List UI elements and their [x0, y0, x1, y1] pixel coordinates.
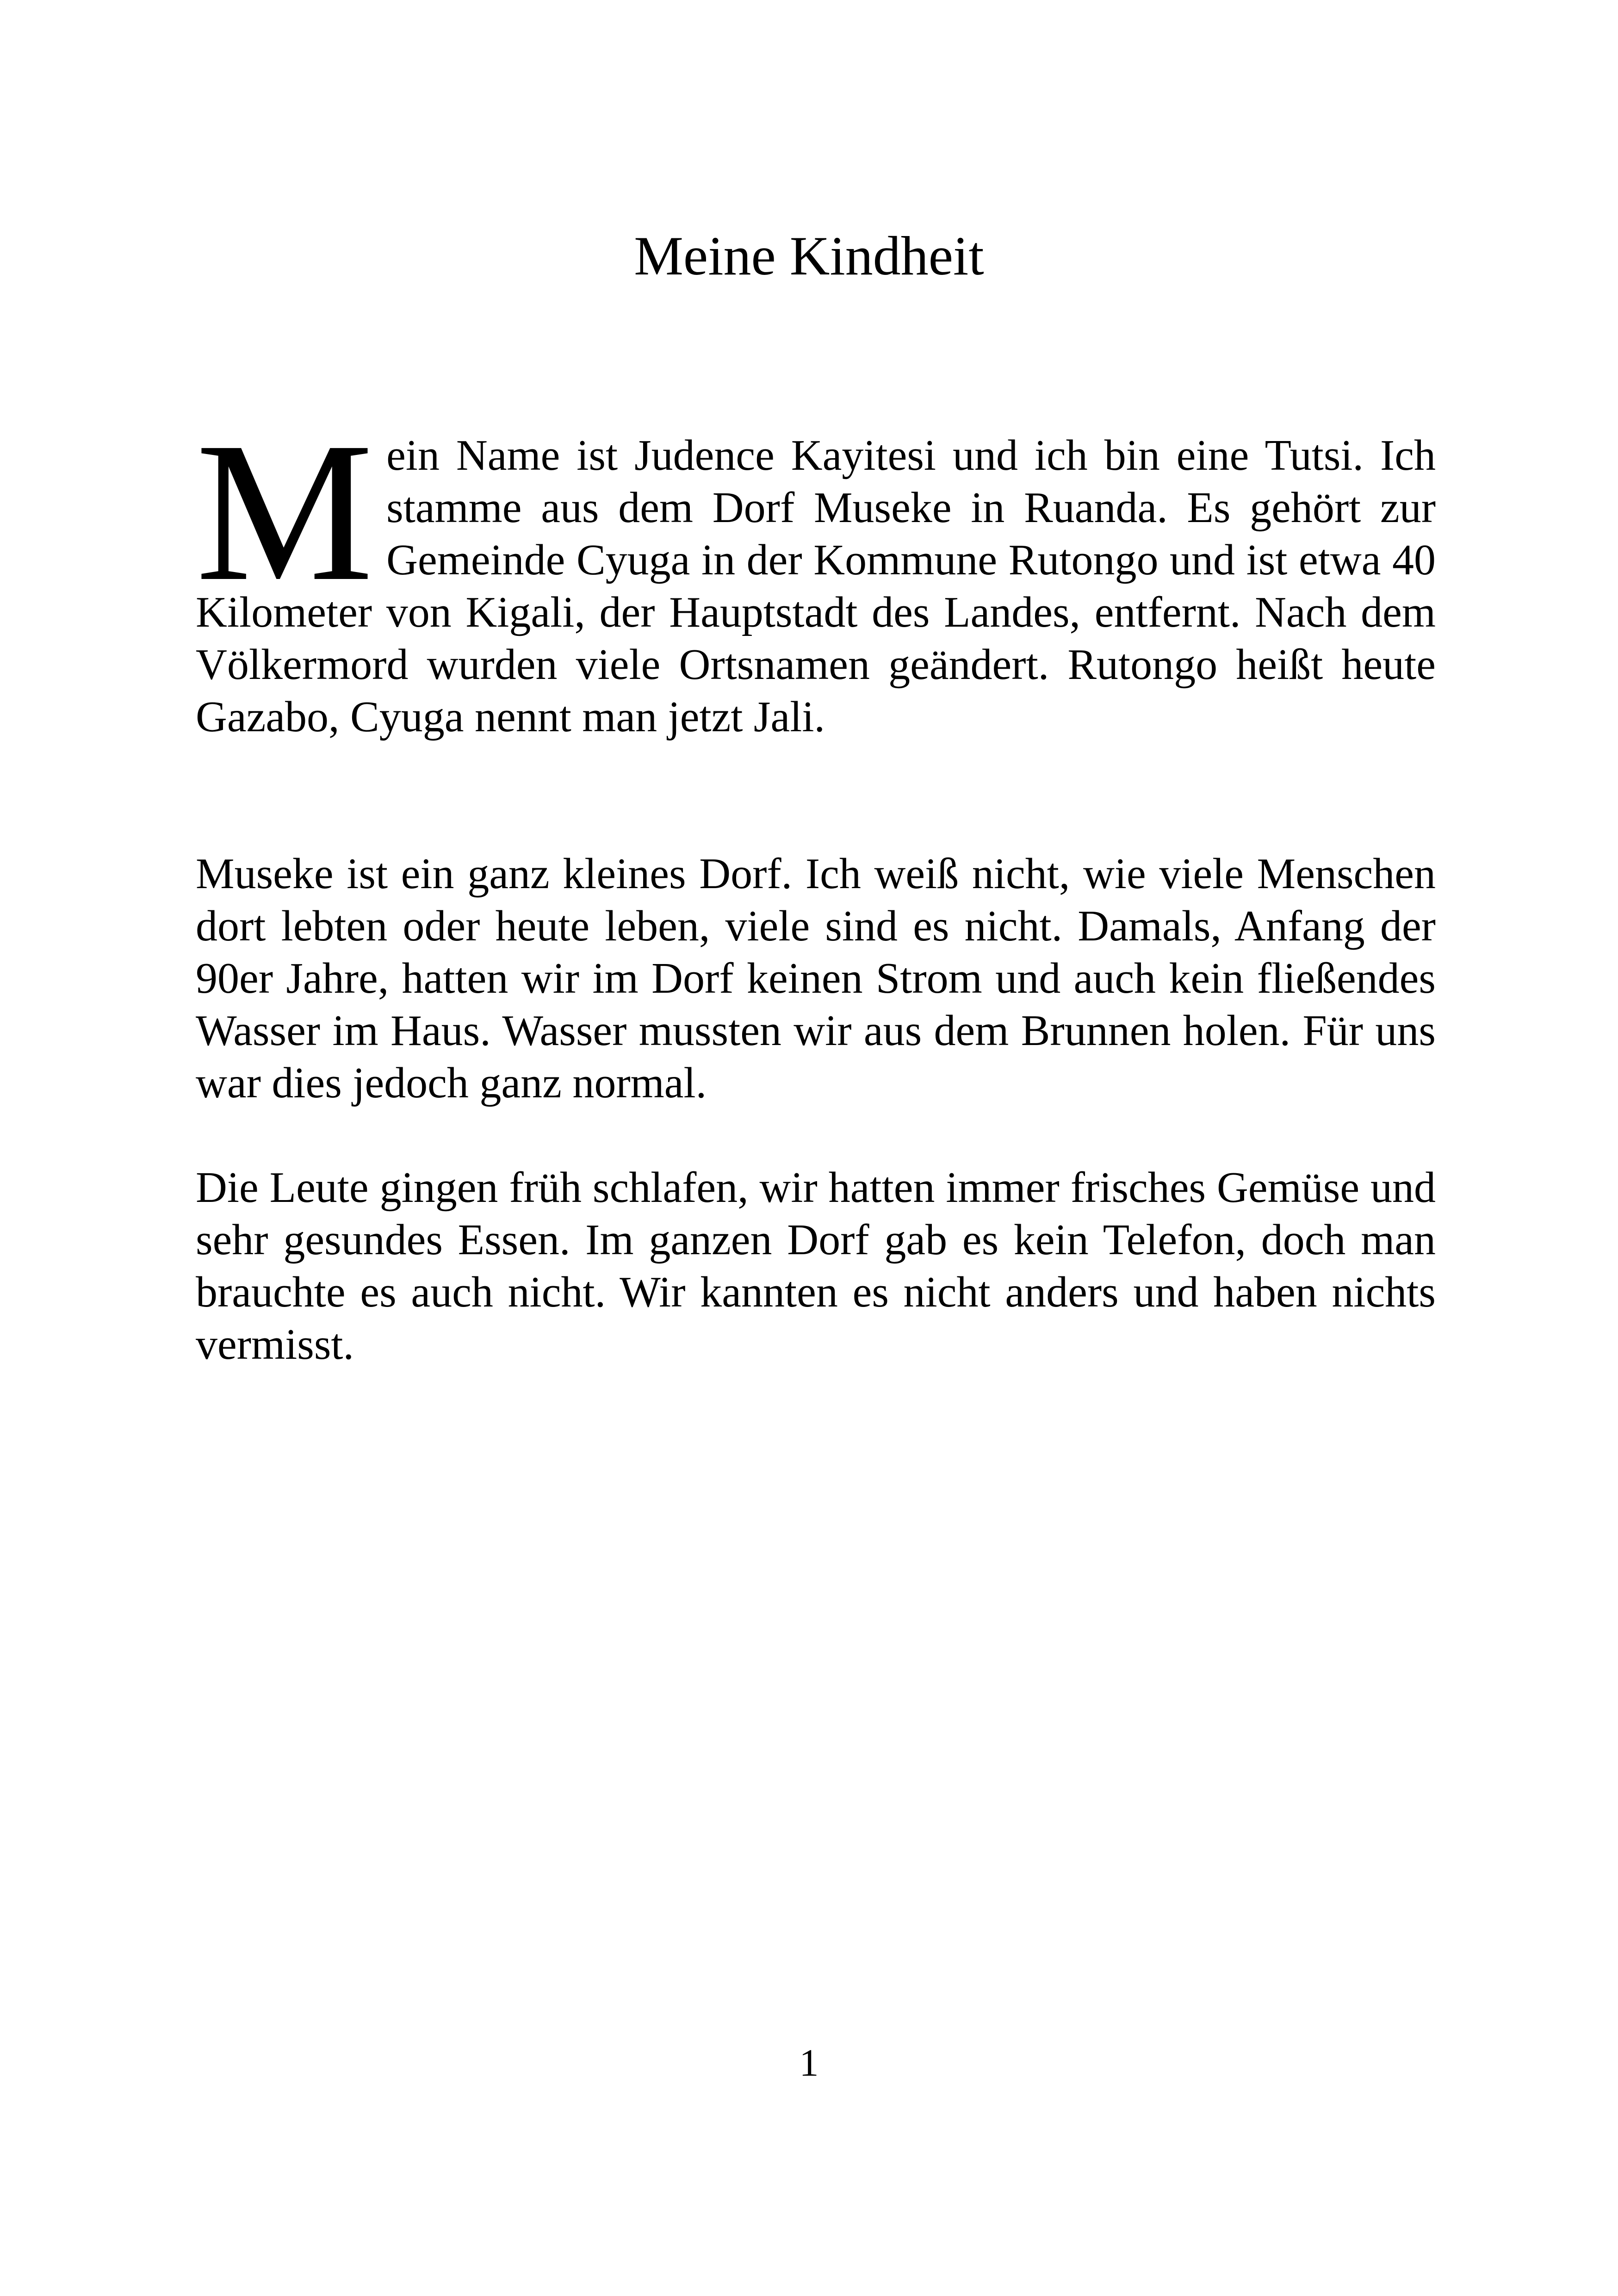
paragraph-daily-life: Die Leute gingen früh schlafen, wir hatten immer frisches Gemüse und sehr gesundes Essen. Im ganzen Dorf gab es kein Telefon, doch man brauchte es auch nicht. Wir kannten es nicht anders und haben nichts vermisst.	[196, 1164, 1436, 1369]
chapter-body	[196, 401, 1436, 1371]
chapter-title: Meine Kindheit	[634, 225, 984, 286]
paragraph-intro	[196, 401, 1436, 743]
paragraph-village: Museke ist ein ganz kleines Dorf. Ich weiß nicht, wie viele Menschen dort lebten oder heute leben, viele sind es nicht. Damals, Anfang der 90er Jahre, hatten wir im Dorf keinen Strom und auch kein fließendes Wasser im Haus. Wasser mussten wir aus dem Brunnen holen. Für uns war dies jedoch ganz normal.	[196, 850, 1436, 1107]
drop-cap-letter: M	[196, 401, 374, 622]
page-number: 1	[799, 2041, 819, 2084]
paragraph-intro-text: ein Name ist Judence Kayitesi und ich bin eine Tutsi. Ich stamme aus dem Dorf Museke in Ruanda. Es gehört zur Gemeinde Cyuga in der Kommune Rutongo und ist etwa 40 Kilometer von Kigali, der Hauptstadt des Landes, entfernt. Nach dem Völkermord wurden viele Ortsnamen geändert. Rutongo heißt heute Gazabo, Cyuga nennt man jetzt Jali.	[196, 431, 1436, 741]
